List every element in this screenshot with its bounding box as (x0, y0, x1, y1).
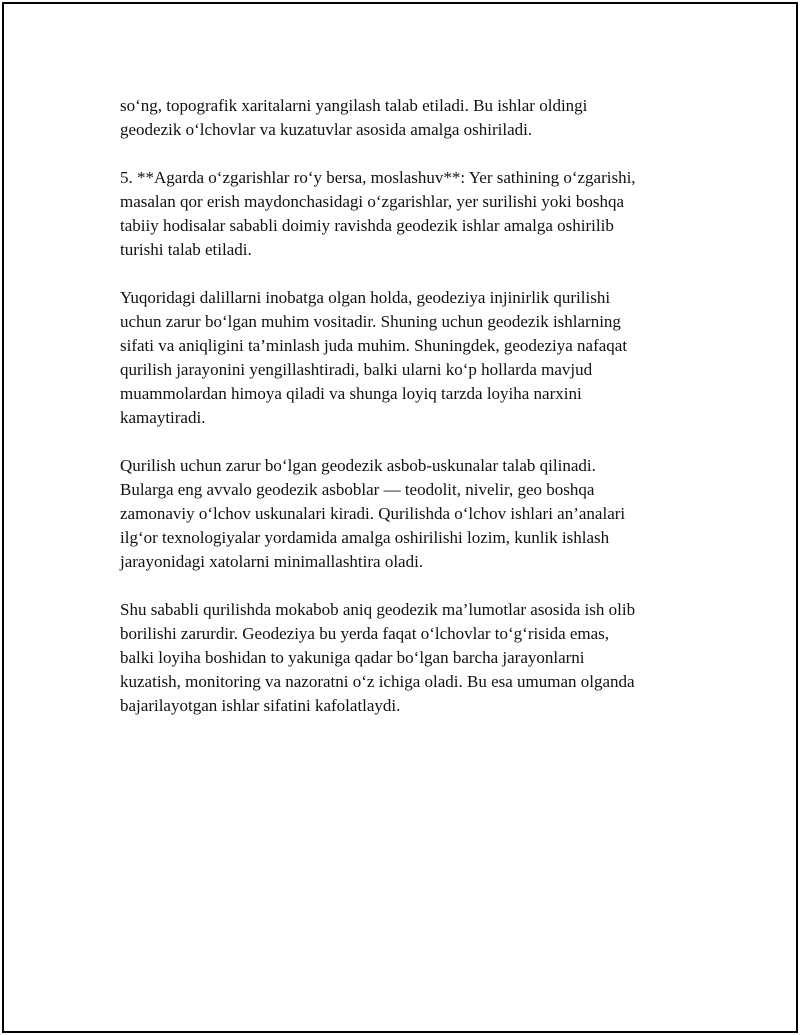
text-line: sifati va aniqligini ta’minlash juda muhim. Shuningdek, geodeziya nafaqat (120, 336, 628, 355)
text-line: turishi talab etiladi. (120, 240, 252, 259)
document-body (120, 94, 700, 742)
text-line: 5. **Agarda o‘zgarishlar ro‘y bersa, moslashuv**: Yer sathining o‘zgarishi, (120, 168, 636, 187)
paragraph-1 (120, 94, 700, 142)
paragraph-3 (120, 286, 700, 430)
text-line: Qurilish uchun zarur bo‘lgan geodezik asbob-uskunalar talab qilinadi. (120, 456, 596, 475)
paragraph-5 (120, 598, 700, 718)
text-line: Yuqoridagi dalillarni inobatga olgan holda, geodeziya injinirlik qurilishi (120, 288, 611, 307)
text-line: jarayonidagi xatolarni minimallashtira oladi. (120, 552, 424, 571)
text-line: balki loyiha boshidan to yakuniga qadar bo‘lgan barcha jarayonlarni (120, 648, 585, 667)
text-line: uchun zarur bo‘lgan muhim vositadir. Shuning uchun geodezik ishlarning (120, 312, 621, 331)
text-line: masalan qor erish maydonchasidagi o‘zgarishlar, yer surilishi yoki boshqa (120, 192, 624, 211)
text-line: kuzatish, monitoring va nazoratni o‘z ichiga oladi. Bu esa umuman olganda (120, 672, 635, 691)
paragraph-2 (120, 166, 700, 262)
text-line: kamaytiradi. (120, 408, 206, 427)
text-line: Shu sababli qurilishda mokabob aniq geodezik ma’lumotlar asosida ish olib (120, 600, 636, 619)
text-line: ilg‘or texnologiyalar yordamida amalga oshirilishi lozim, kunlik ishlash (120, 528, 610, 547)
text-line: so‘ng, topografik xaritalarni yangilash talab etiladi. Bu ishlar oldingi (120, 96, 588, 115)
text-line: muammolardan himoya qiladi va shunga loyiq tarzda loyiha narxini (120, 384, 582, 403)
paragraph-4 (120, 454, 700, 574)
text-line: geodezik o‘lchovlar va kuzatuvlar asosida amalga oshiriladi. (120, 120, 533, 139)
text-line: tabiiy hodisalar sababli doimiy ravishda geodezik ishlar amalga oshirilib (120, 216, 614, 235)
text-line: zamonaviy o‘lchov uskunalari kiradi. Qurilishda o‘lchov ishlari an’analari (120, 504, 626, 523)
text-line: Bularga eng avvalo geodezik asboblar — teodolit, nivelir, geo boshqa (120, 480, 595, 499)
document-page (2, 2, 798, 1033)
text-line: qurilish jarayonini yengillashtiradi, balki ularni ko‘p hollarda mavjud (120, 360, 593, 379)
text-line: borilishi zarurdir. Geodeziya bu yerda faqat o‘lchovlar to‘g‘risida emas, (120, 624, 610, 643)
text-line: bajarilayotgan ishlar sifatini kafolatlaydi. (120, 696, 401, 715)
